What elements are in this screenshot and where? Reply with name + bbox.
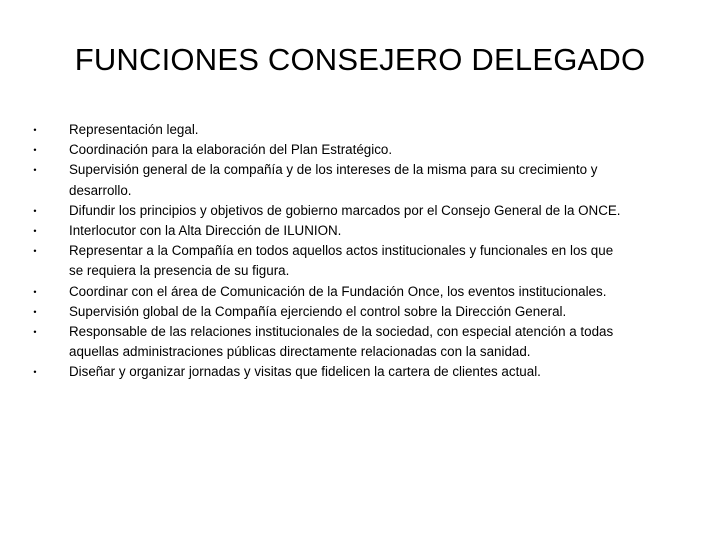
list-item (30, 302, 630, 322)
list-item-text: Representación legal. (69, 122, 199, 137)
list-item (30, 322, 630, 362)
list-item (30, 120, 630, 140)
bullet-icon: • (33, 246, 37, 257)
slide-title: FUNCIONES CONSEJERO DELEGADO (74, 42, 646, 77)
list-item-text: Coordinación para la elaboración del Plan Estratégico. (69, 142, 393, 158)
bullet-icon: • (33, 367, 37, 378)
list-item-text: Interlocutor con la Alta Dirección de ILUNION. (69, 223, 342, 239)
list-item-text: Difundir los principios y objetivos de gobierno marcados por el Consejo General de la ONCE. (69, 202, 621, 218)
bullet-icon: • (33, 125, 37, 135)
list-item (30, 140, 630, 160)
bullet-icon: • (33, 205, 37, 216)
list-item (30, 221, 630, 241)
bullet-icon: • (33, 286, 37, 297)
list-item-text: Supervisión general de la compañía y de los intereses de la misma para su crecimiento y desarrollo. (69, 162, 598, 198)
bullet-icon: • (33, 226, 37, 237)
bullet-icon: • (33, 145, 37, 156)
list-item-text: Responsable de las relaciones institucionales de la sociedad, con especial atención a todas aquellas administraciones públicas directamente relacionadas con la sanidad. (69, 324, 614, 360)
functions-list (30, 120, 630, 383)
list-item (30, 241, 630, 281)
bullet-icon: • (33, 327, 37, 338)
list-item-text: Supervisión global de la Compañía ejerciendo el control sobre la Dirección General. (69, 303, 567, 319)
list-item (30, 201, 630, 221)
bullet-icon: • (33, 165, 37, 176)
list-item-text: Diseñar y organizar jornadas y visitas que fidelicen la cartera de clientes actual. (69, 364, 541, 380)
list-item (30, 362, 630, 382)
list-item-text: Representar a la Compañía en todos aquellos actos institucionales y funcionales en los que se requiera la presencia de su figura. (69, 243, 614, 279)
list-item (30, 160, 630, 200)
bullet-icon: • (33, 306, 37, 317)
list-item (30, 282, 630, 302)
list-item-text: Coordinar con el área de Comunicación de la Fundación Once, los eventos institucionales. (69, 283, 607, 299)
